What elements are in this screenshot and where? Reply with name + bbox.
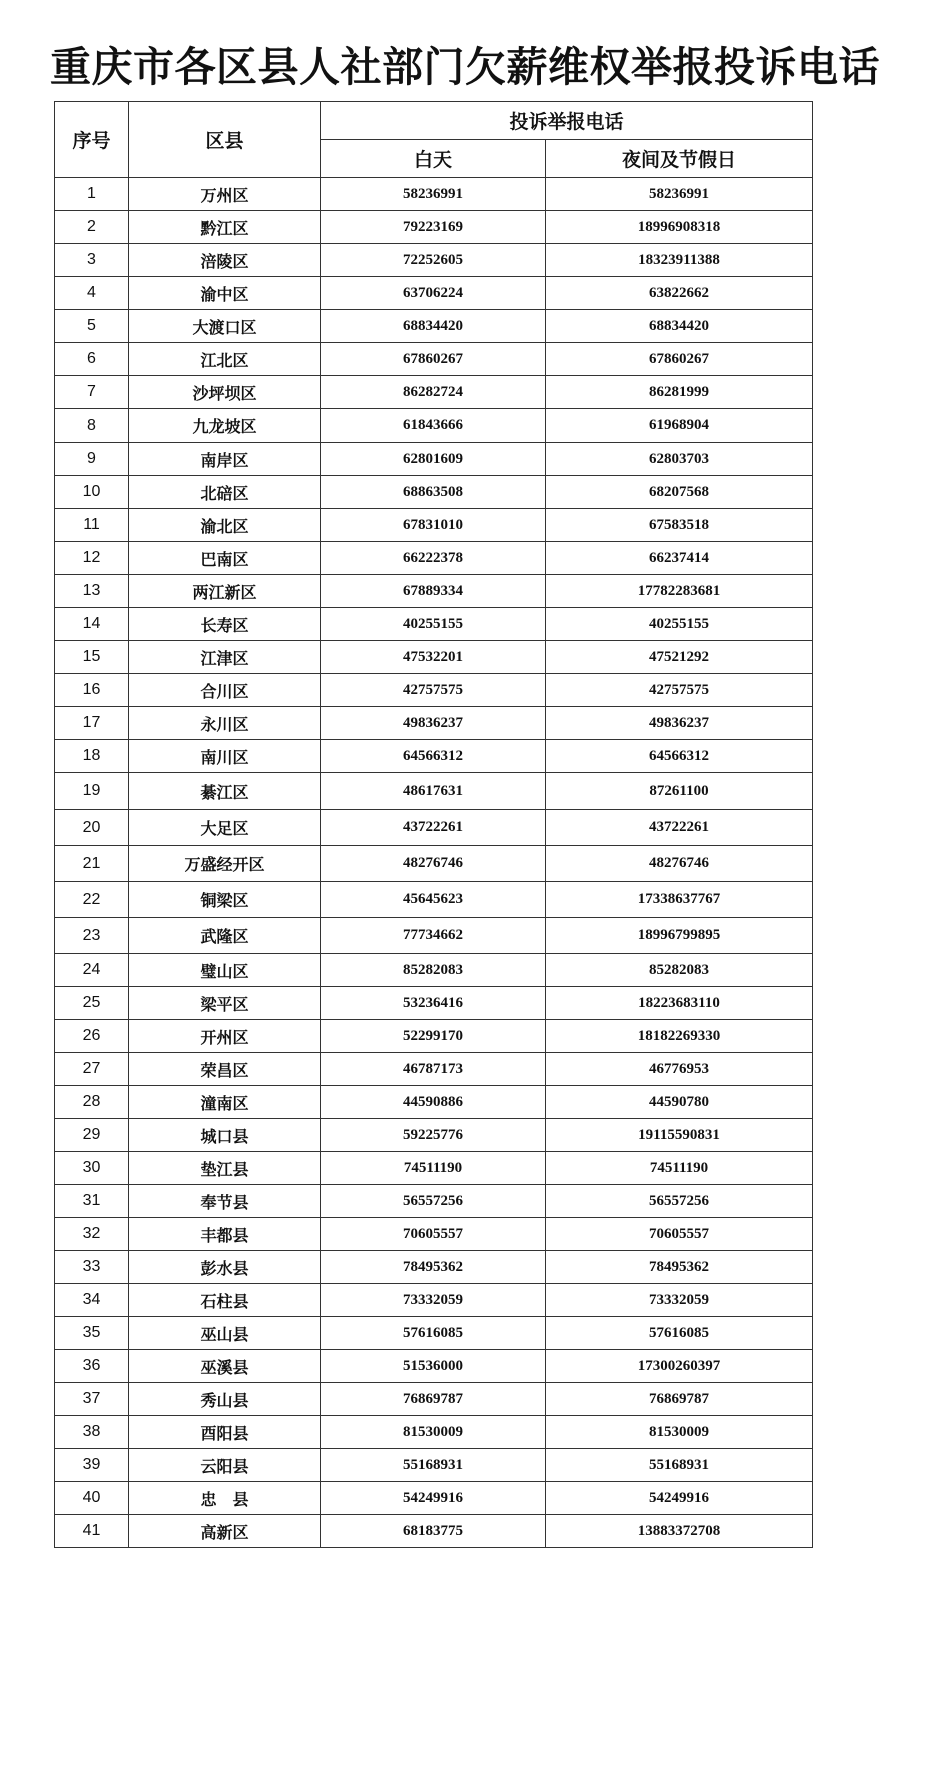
district-cell: 两江新区 xyxy=(129,575,321,608)
district-cell: 荣昌区 xyxy=(129,1053,321,1086)
day-phone-cell: 72252605 xyxy=(321,244,546,277)
day-phone-cell: 67831010 xyxy=(321,509,546,542)
night-phone-cell: 56557256 xyxy=(546,1185,813,1218)
district-cell: 沙坪坝区 xyxy=(129,376,321,409)
seq-cell: 40 xyxy=(55,1482,129,1515)
night-phone-cell: 87261100 xyxy=(546,773,813,810)
night-phone-cell: 58236991 xyxy=(546,178,813,211)
night-phone-cell: 63822662 xyxy=(546,277,813,310)
table-row xyxy=(55,1020,813,1053)
seq-cell: 12 xyxy=(55,542,129,575)
night-phone-cell: 64566312 xyxy=(546,740,813,773)
table-row xyxy=(55,1053,813,1086)
day-phone-cell: 77734662 xyxy=(321,918,546,954)
night-phone-cell: 67860267 xyxy=(546,343,813,376)
table-row xyxy=(55,178,813,211)
night-phone-cell: 54249916 xyxy=(546,1482,813,1515)
seq-cell: 4 xyxy=(55,277,129,310)
district-cell: 奉节县 xyxy=(129,1185,321,1218)
night-phone-cell: 17300260397 xyxy=(546,1350,813,1383)
table-row xyxy=(55,987,813,1020)
day-phone-cell: 45645623 xyxy=(321,882,546,918)
day-phone-cell: 53236416 xyxy=(321,987,546,1020)
seq-cell: 29 xyxy=(55,1119,129,1152)
day-phone-cell: 73332059 xyxy=(321,1284,546,1317)
day-phone-cell: 51536000 xyxy=(321,1350,546,1383)
day-phone-cell: 42757575 xyxy=(321,674,546,707)
header-hotline-group: 投诉举报电话 xyxy=(321,102,813,140)
seq-cell: 8 xyxy=(55,409,129,443)
seq-cell: 36 xyxy=(55,1350,129,1383)
night-phone-cell: 46776953 xyxy=(546,1053,813,1086)
day-phone-cell: 68183775 xyxy=(321,1515,546,1548)
night-phone-cell: 55168931 xyxy=(546,1449,813,1482)
district-cell: 巴南区 xyxy=(129,542,321,575)
night-phone-cell: 18223683110 xyxy=(546,987,813,1020)
day-phone-cell: 48276746 xyxy=(321,846,546,882)
night-phone-cell: 49836237 xyxy=(546,707,813,740)
table-row xyxy=(55,740,813,773)
night-phone-cell: 73332059 xyxy=(546,1284,813,1317)
day-phone-cell: 85282083 xyxy=(321,954,546,987)
seq-cell: 31 xyxy=(55,1185,129,1218)
night-phone-cell: 18323911388 xyxy=(546,244,813,277)
district-cell: 高新区 xyxy=(129,1515,321,1548)
seq-cell: 5 xyxy=(55,310,129,343)
night-phone-cell: 85282083 xyxy=(546,954,813,987)
table-row xyxy=(55,343,813,376)
night-phone-cell: 86281999 xyxy=(546,376,813,409)
day-phone-cell: 68834420 xyxy=(321,310,546,343)
table-row xyxy=(55,575,813,608)
district-cell: 綦江区 xyxy=(129,773,321,810)
day-phone-cell: 61843666 xyxy=(321,409,546,443)
seq-cell: 18 xyxy=(55,740,129,773)
day-phone-cell: 62801609 xyxy=(321,443,546,476)
table-row xyxy=(55,542,813,575)
table-row xyxy=(55,1350,813,1383)
day-phone-cell: 47532201 xyxy=(321,641,546,674)
district-cell: 永川区 xyxy=(129,707,321,740)
table-row xyxy=(55,773,813,810)
district-cell: 垫江县 xyxy=(129,1152,321,1185)
night-phone-cell: 42757575 xyxy=(546,674,813,707)
district-cell: 梁平区 xyxy=(129,987,321,1020)
header-day: 白天 xyxy=(321,140,546,178)
night-phone-cell: 40255155 xyxy=(546,608,813,641)
table-row xyxy=(55,1218,813,1251)
seq-cell: 15 xyxy=(55,641,129,674)
seq-cell: 17 xyxy=(55,707,129,740)
district-cell: 北碚区 xyxy=(129,476,321,509)
seq-cell: 3 xyxy=(55,244,129,277)
night-phone-cell: 67583518 xyxy=(546,509,813,542)
day-phone-cell: 81530009 xyxy=(321,1416,546,1449)
night-phone-cell: 57616085 xyxy=(546,1317,813,1350)
seq-cell: 28 xyxy=(55,1086,129,1119)
table-row xyxy=(55,443,813,476)
table-row xyxy=(55,1284,813,1317)
day-phone-cell: 86282724 xyxy=(321,376,546,409)
table-row xyxy=(55,277,813,310)
header-night: 夜间及节假日 xyxy=(546,140,813,178)
day-phone-cell: 70605557 xyxy=(321,1218,546,1251)
seq-cell: 32 xyxy=(55,1218,129,1251)
table-row xyxy=(55,409,813,443)
day-phone-cell: 57616085 xyxy=(321,1317,546,1350)
district-cell: 潼南区 xyxy=(129,1086,321,1119)
district-cell: 丰都县 xyxy=(129,1218,321,1251)
table-row xyxy=(55,1251,813,1284)
district-cell: 黔江区 xyxy=(129,211,321,244)
seq-cell: 41 xyxy=(55,1515,129,1548)
day-phone-cell: 76869787 xyxy=(321,1383,546,1416)
day-phone-cell: 67889334 xyxy=(321,575,546,608)
district-cell: 江北区 xyxy=(129,343,321,376)
night-phone-cell: 61968904 xyxy=(546,409,813,443)
seq-cell: 24 xyxy=(55,954,129,987)
district-cell: 忠 县 xyxy=(129,1482,321,1515)
seq-cell: 13 xyxy=(55,575,129,608)
table-row xyxy=(55,954,813,987)
district-cell: 巫山县 xyxy=(129,1317,321,1350)
night-phone-cell: 43722261 xyxy=(546,810,813,846)
seq-cell: 22 xyxy=(55,882,129,918)
seq-cell: 16 xyxy=(55,674,129,707)
night-phone-cell: 70605557 xyxy=(546,1218,813,1251)
page-title: 重庆市各区县人社部门欠薪维权举报投诉电话 xyxy=(50,43,880,91)
district-cell: 秀山县 xyxy=(129,1383,321,1416)
day-phone-cell: 56557256 xyxy=(321,1185,546,1218)
night-phone-cell: 19115590831 xyxy=(546,1119,813,1152)
district-cell: 石柱县 xyxy=(129,1284,321,1317)
night-phone-cell: 17338637767 xyxy=(546,882,813,918)
district-cell: 涪陵区 xyxy=(129,244,321,277)
table-row xyxy=(55,882,813,918)
table-row xyxy=(55,674,813,707)
table-row xyxy=(55,846,813,882)
night-phone-cell: 78495362 xyxy=(546,1251,813,1284)
seq-cell: 23 xyxy=(55,918,129,954)
day-phone-cell: 79223169 xyxy=(321,211,546,244)
night-phone-cell: 66237414 xyxy=(546,542,813,575)
seq-cell: 38 xyxy=(55,1416,129,1449)
table-row xyxy=(55,376,813,409)
night-phone-cell: 68207568 xyxy=(546,476,813,509)
night-phone-cell: 76869787 xyxy=(546,1383,813,1416)
night-phone-cell: 13883372708 xyxy=(546,1515,813,1548)
district-cell: 合川区 xyxy=(129,674,321,707)
night-phone-cell: 18996799895 xyxy=(546,918,813,954)
table-row xyxy=(55,641,813,674)
hotline-table xyxy=(54,101,813,1548)
day-phone-cell: 52299170 xyxy=(321,1020,546,1053)
table-row xyxy=(55,810,813,846)
district-cell: 万州区 xyxy=(129,178,321,211)
seq-cell: 26 xyxy=(55,1020,129,1053)
table-row xyxy=(55,608,813,641)
night-phone-cell: 47521292 xyxy=(546,641,813,674)
table-row xyxy=(55,707,813,740)
seq-cell: 33 xyxy=(55,1251,129,1284)
day-phone-cell: 64566312 xyxy=(321,740,546,773)
table-row xyxy=(55,1416,813,1449)
district-cell: 云阳县 xyxy=(129,1449,321,1482)
day-phone-cell: 48617631 xyxy=(321,773,546,810)
table-row xyxy=(55,509,813,542)
district-cell: 江津区 xyxy=(129,641,321,674)
day-phone-cell: 46787173 xyxy=(321,1053,546,1086)
header-seq: 序号 xyxy=(55,102,129,178)
table-row xyxy=(55,1152,813,1185)
seq-cell: 14 xyxy=(55,608,129,641)
day-phone-cell: 44590886 xyxy=(321,1086,546,1119)
seq-cell: 9 xyxy=(55,443,129,476)
day-phone-cell: 67860267 xyxy=(321,343,546,376)
district-cell: 巫溪县 xyxy=(129,1350,321,1383)
seq-cell: 25 xyxy=(55,987,129,1020)
day-phone-cell: 78495362 xyxy=(321,1251,546,1284)
seq-cell: 10 xyxy=(55,476,129,509)
seq-cell: 6 xyxy=(55,343,129,376)
night-phone-cell: 81530009 xyxy=(546,1416,813,1449)
district-cell: 九龙坡区 xyxy=(129,409,321,443)
district-cell: 大足区 xyxy=(129,810,321,846)
table-body xyxy=(55,178,813,1548)
district-cell: 南岸区 xyxy=(129,443,321,476)
table-row xyxy=(55,1449,813,1482)
district-cell: 大渡口区 xyxy=(129,310,321,343)
night-phone-cell: 17782283681 xyxy=(546,575,813,608)
day-phone-cell: 49836237 xyxy=(321,707,546,740)
seq-cell: 11 xyxy=(55,509,129,542)
district-cell: 武隆区 xyxy=(129,918,321,954)
district-cell: 万盛经开区 xyxy=(129,846,321,882)
seq-cell: 21 xyxy=(55,846,129,882)
night-phone-cell: 44590780 xyxy=(546,1086,813,1119)
night-phone-cell: 18182269330 xyxy=(546,1020,813,1053)
seq-cell: 35 xyxy=(55,1317,129,1350)
table-row xyxy=(55,1086,813,1119)
seq-cell: 2 xyxy=(55,211,129,244)
day-phone-cell: 55168931 xyxy=(321,1449,546,1482)
table-row xyxy=(55,244,813,277)
district-cell: 渝北区 xyxy=(129,509,321,542)
seq-cell: 7 xyxy=(55,376,129,409)
night-phone-cell: 74511190 xyxy=(546,1152,813,1185)
day-phone-cell: 68863508 xyxy=(321,476,546,509)
table-row xyxy=(55,918,813,954)
seq-cell: 19 xyxy=(55,773,129,810)
table-row xyxy=(55,1482,813,1515)
table-row xyxy=(55,1317,813,1350)
seq-cell: 34 xyxy=(55,1284,129,1317)
seq-cell: 37 xyxy=(55,1383,129,1416)
night-phone-cell: 68834420 xyxy=(546,310,813,343)
day-phone-cell: 66222378 xyxy=(321,542,546,575)
district-cell: 南川区 xyxy=(129,740,321,773)
table-row xyxy=(55,1383,813,1416)
seq-cell: 39 xyxy=(55,1449,129,1482)
day-phone-cell: 63706224 xyxy=(321,277,546,310)
table-row xyxy=(55,310,813,343)
header-district: 区县 xyxy=(129,102,321,178)
day-phone-cell: 59225776 xyxy=(321,1119,546,1152)
district-cell: 璧山区 xyxy=(129,954,321,987)
district-cell: 城口县 xyxy=(129,1119,321,1152)
night-phone-cell: 62803703 xyxy=(546,443,813,476)
day-phone-cell: 54249916 xyxy=(321,1482,546,1515)
district-cell: 渝中区 xyxy=(129,277,321,310)
day-phone-cell: 58236991 xyxy=(321,178,546,211)
district-cell: 铜梁区 xyxy=(129,882,321,918)
table-row xyxy=(55,1515,813,1548)
day-phone-cell: 40255155 xyxy=(321,608,546,641)
night-phone-cell: 48276746 xyxy=(546,846,813,882)
table-row xyxy=(55,476,813,509)
district-cell: 长寿区 xyxy=(129,608,321,641)
day-phone-cell: 74511190 xyxy=(321,1152,546,1185)
night-phone-cell: 18996908318 xyxy=(546,211,813,244)
seq-cell: 27 xyxy=(55,1053,129,1086)
district-cell: 开州区 xyxy=(129,1020,321,1053)
table-row xyxy=(55,1185,813,1218)
table-row xyxy=(55,211,813,244)
table-header xyxy=(55,102,813,178)
seq-cell: 30 xyxy=(55,1152,129,1185)
district-cell: 酉阳县 xyxy=(129,1416,321,1449)
seq-cell: 1 xyxy=(55,178,129,211)
district-cell: 彭水县 xyxy=(129,1251,321,1284)
seq-cell: 20 xyxy=(55,810,129,846)
table-row xyxy=(55,1119,813,1152)
day-phone-cell: 43722261 xyxy=(321,810,546,846)
